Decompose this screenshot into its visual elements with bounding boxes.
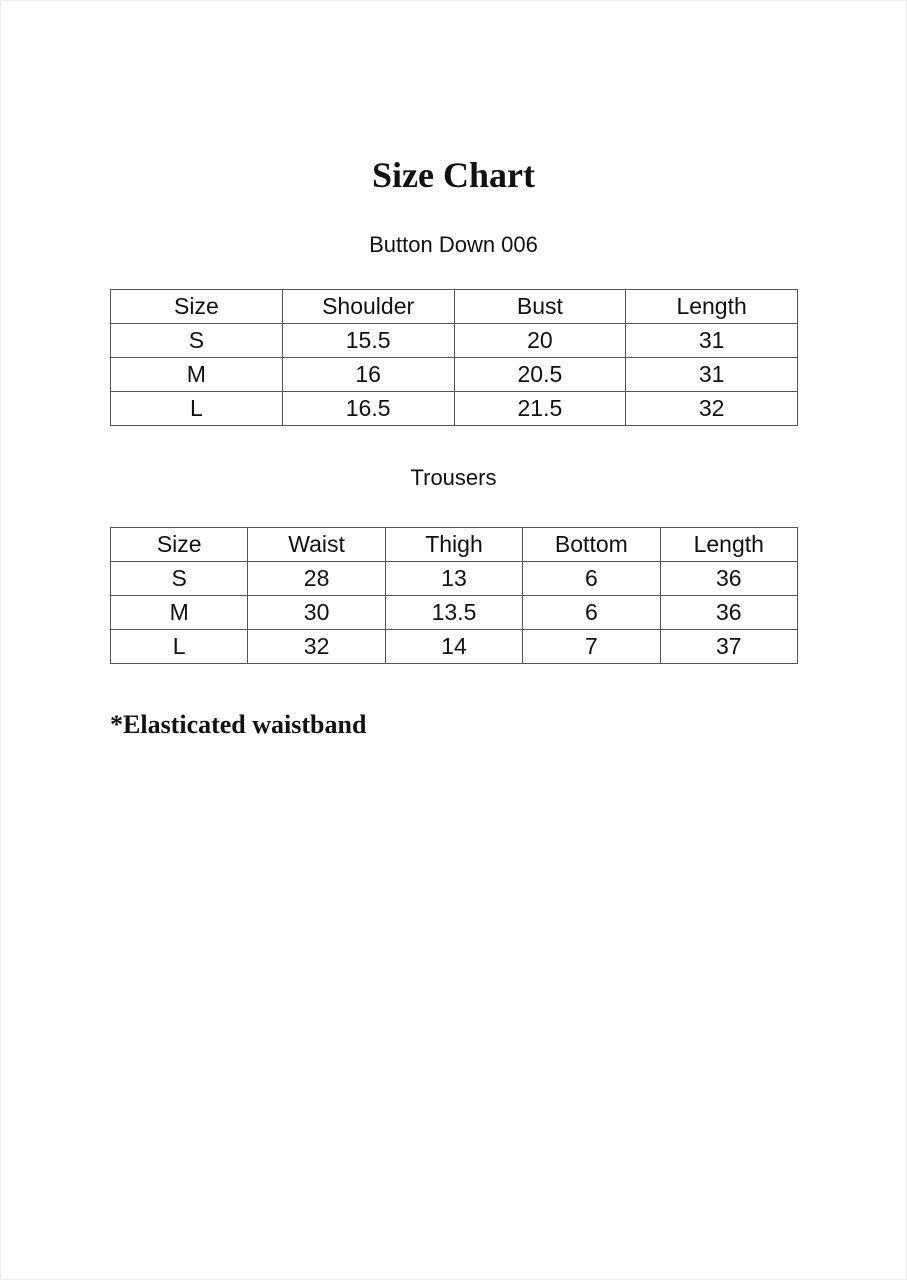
table-cell: 20.5	[454, 358, 626, 392]
header-cell: Bottom	[523, 528, 660, 562]
header-cell: Thigh	[385, 528, 522, 562]
table-row	[111, 324, 798, 358]
table-cell: 6	[523, 562, 660, 596]
table-cell: 36	[660, 562, 797, 596]
table-cell: 21.5	[454, 392, 626, 426]
table-cell: L	[111, 630, 248, 664]
table-row	[111, 562, 798, 596]
table-cell: 6	[523, 596, 660, 630]
table-cell: 32	[626, 392, 798, 426]
shirt-section-title: Button Down 006	[369, 232, 538, 257]
table-cell: 31	[626, 324, 798, 358]
page-title: Size Chart	[372, 155, 535, 195]
table-cell: 36	[660, 596, 797, 630]
table-row	[111, 358, 798, 392]
table-cell: S	[111, 324, 283, 358]
header-cell: Waist	[248, 528, 385, 562]
header-cell: Size	[111, 528, 248, 562]
table-cell: 32	[248, 630, 385, 664]
table-row	[111, 596, 798, 630]
table-cell: 31	[626, 358, 798, 392]
table-cell: 13.5	[385, 596, 522, 630]
table-cell: 28	[248, 562, 385, 596]
trousers-section-title: Trousers	[410, 465, 497, 490]
table-cell: M	[111, 358, 283, 392]
header-cell: Length	[660, 528, 797, 562]
trousers-size-table	[110, 527, 798, 664]
table-row	[111, 392, 798, 426]
table-cell: L	[111, 392, 283, 426]
table-row	[111, 630, 798, 664]
header-cell: Size	[111, 290, 283, 324]
table-cell: S	[111, 562, 248, 596]
header-cell: Bust	[454, 290, 626, 324]
table-cell: 16	[282, 358, 454, 392]
header-cell: Shoulder	[282, 290, 454, 324]
shirt-size-table	[110, 289, 798, 426]
table-cell: 15.5	[282, 324, 454, 358]
table-cell: 20	[454, 324, 626, 358]
table-cell: 37	[660, 630, 797, 664]
table-cell: 13	[385, 562, 522, 596]
header-cell: Length	[626, 290, 798, 324]
table-cell: M	[111, 596, 248, 630]
table-cell: 14	[385, 630, 522, 664]
table-cell: 30	[248, 596, 385, 630]
table-cell: 7	[523, 630, 660, 664]
table-cell: 16.5	[282, 392, 454, 426]
waistband-note: *Elasticated waistband	[110, 710, 367, 739]
table-header-row	[111, 290, 798, 324]
table-header-row	[111, 528, 798, 562]
